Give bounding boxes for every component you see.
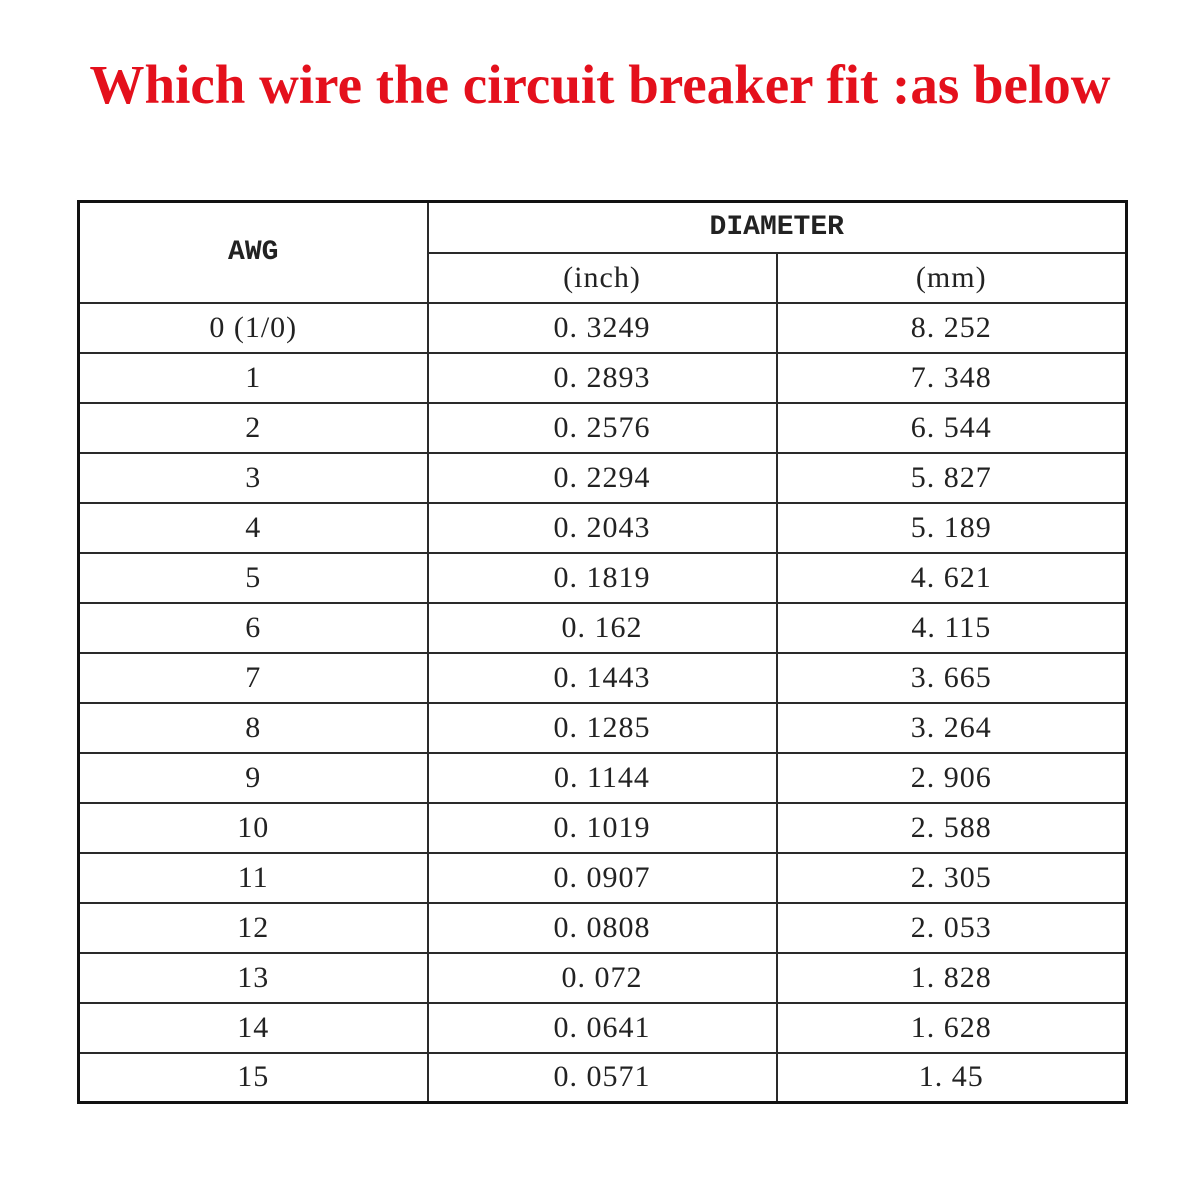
mm-diameter-cell: 4. 621 xyxy=(777,553,1127,603)
mm-diameter-cell: 5. 189 xyxy=(777,503,1127,553)
inch-diameter-cell: 0. 162 xyxy=(428,603,777,653)
table-row xyxy=(79,753,1127,803)
awg-column-header: AWG xyxy=(79,202,428,303)
table-row xyxy=(79,903,1127,953)
inch-diameter-cell: 0. 2043 xyxy=(428,503,777,553)
inch-diameter-cell: 0. 1285 xyxy=(428,703,777,753)
mm-diameter-cell: 3. 264 xyxy=(777,703,1127,753)
awg-cell: 11 xyxy=(79,853,428,903)
mm-diameter-cell: 2. 053 xyxy=(777,903,1127,953)
table-row xyxy=(79,453,1127,503)
table-header-row xyxy=(79,202,1127,253)
awg-cell: 15 xyxy=(79,1053,428,1103)
awg-cell: 0 (1/0) xyxy=(79,303,428,353)
inch-diameter-cell: 0. 0907 xyxy=(428,853,777,903)
table-row xyxy=(79,853,1127,903)
awg-cell: 10 xyxy=(79,803,428,853)
inch-diameter-cell: 0. 0641 xyxy=(428,1003,777,1053)
mm-diameter-cell: 2. 305 xyxy=(777,853,1127,903)
inch-diameter-cell: 0. 2893 xyxy=(428,353,777,403)
table-row xyxy=(79,803,1127,853)
mm-diameter-cell: 8. 252 xyxy=(777,303,1127,353)
inch-diameter-cell: 0. 0808 xyxy=(428,903,777,953)
mm-diameter-cell: 3. 665 xyxy=(777,653,1127,703)
inch-diameter-cell: 0. 1443 xyxy=(428,653,777,703)
inch-diameter-cell: 0. 1144 xyxy=(428,753,777,803)
awg-cell: 13 xyxy=(79,953,428,1003)
inch-diameter-cell: 0. 1819 xyxy=(428,553,777,603)
inch-diameter-cell: 0. 3249 xyxy=(428,303,777,353)
mm-diameter-cell: 1. 45 xyxy=(777,1053,1127,1103)
inch-diameter-cell: 0. 2576 xyxy=(428,403,777,453)
table-row xyxy=(79,303,1127,353)
table-row xyxy=(79,1003,1127,1053)
mm-diameter-cell: 2. 906 xyxy=(777,753,1127,803)
mm-diameter-cell: 6. 544 xyxy=(777,403,1127,453)
awg-cell: 2 xyxy=(79,403,428,453)
awg-cell: 1 xyxy=(79,353,428,403)
table-row xyxy=(79,653,1127,703)
mm-unit-header: (mm) xyxy=(777,253,1127,303)
awg-cell: 8 xyxy=(79,703,428,753)
mm-diameter-cell: 2. 588 xyxy=(777,803,1127,853)
table-row xyxy=(79,703,1127,753)
mm-diameter-cell: 1. 628 xyxy=(777,1003,1127,1053)
page-title: Which wire the circuit breaker fit :as below xyxy=(89,54,1111,115)
awg-cell: 4 xyxy=(79,503,428,553)
table-row xyxy=(79,353,1127,403)
table-row xyxy=(79,553,1127,603)
diameter-column-header: DIAMETER xyxy=(428,202,1127,253)
table-row xyxy=(79,403,1127,453)
awg-cell: 6 xyxy=(79,603,428,653)
awg-cell: 9 xyxy=(79,753,428,803)
table-row xyxy=(79,953,1127,1003)
inch-diameter-cell: 0. 072 xyxy=(428,953,777,1003)
awg-cell: 14 xyxy=(79,1003,428,1053)
mm-diameter-cell: 5. 827 xyxy=(777,453,1127,503)
wire-diameter-table xyxy=(77,200,1128,1104)
table-body xyxy=(79,303,1127,1103)
table-row xyxy=(79,603,1127,653)
awg-cell: 3 xyxy=(79,453,428,503)
mm-diameter-cell: 4. 115 xyxy=(777,603,1127,653)
awg-cell: 7 xyxy=(79,653,428,703)
mm-diameter-cell: 1. 828 xyxy=(777,953,1127,1003)
inch-diameter-cell: 0. 0571 xyxy=(428,1053,777,1103)
table-row xyxy=(79,1053,1127,1103)
awg-cell: 12 xyxy=(79,903,428,953)
inch-diameter-cell: 0. 1019 xyxy=(428,803,777,853)
mm-diameter-cell: 7. 348 xyxy=(777,353,1127,403)
awg-cell: 5 xyxy=(79,553,428,603)
inch-diameter-cell: 0. 2294 xyxy=(428,453,777,503)
table-row xyxy=(79,503,1127,553)
inch-unit-header: (inch) xyxy=(428,253,777,303)
